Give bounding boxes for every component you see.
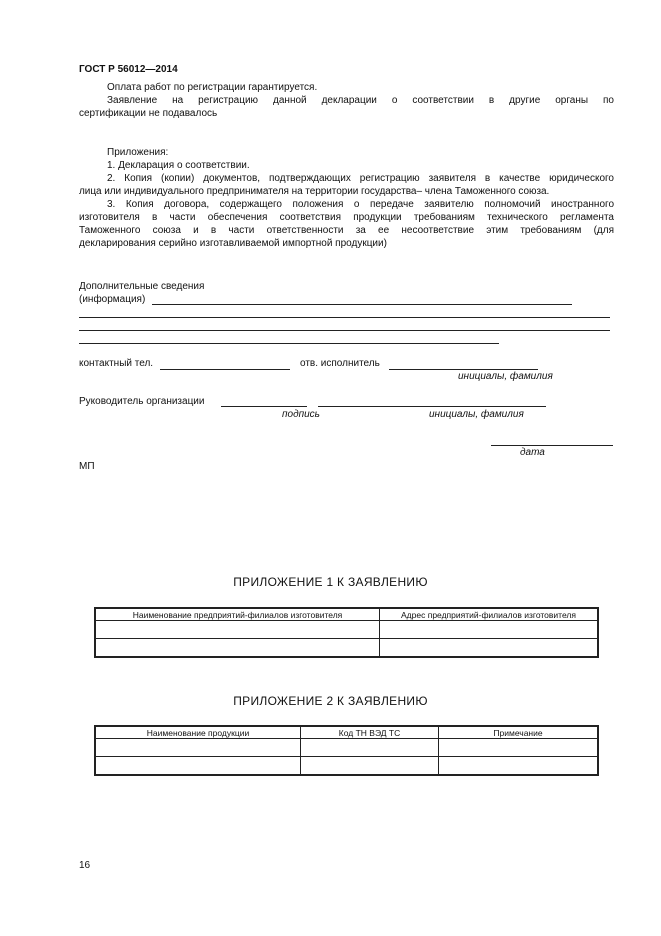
- appendix-1-table: [94, 607, 599, 658]
- appendix-2-col-code: Код ТН ВЭД ТС: [301, 726, 439, 739]
- attachment-item-2-line1: 2. Копия (копии) документов, подтверждающих регистрацию заявителя в качестве юридического: [107, 173, 614, 184]
- attachment-item-3-line1: 3. Копия договора, содержащего положения о передаче заявителю полномочий иностранного: [107, 199, 614, 210]
- attachment-item-3-line4: декларирования серийно изготавливаемой импортной продукции): [79, 238, 387, 249]
- table-cell[interactable]: [95, 757, 301, 776]
- contact-phone-field[interactable]: [160, 369, 290, 370]
- responsible-person-caption: инициалы, фамилия: [458, 371, 553, 382]
- attachment-item-1: 1. Декларация о соответствии.: [107, 160, 250, 171]
- registration-statement-line1: Заявление на регистрацию данной декларации о соответствии в другие органы по: [107, 95, 614, 106]
- date-caption: дата: [520, 447, 545, 458]
- head-of-org-label: Руководитель организации: [79, 396, 205, 407]
- appendix-1-title: ПРИЛОЖЕНИЕ 1 К ЗАЯВЛЕНИЮ: [233, 575, 428, 589]
- attachment-item-3-line3: Таможенного союза и в части ответственности за ее несоответствие этим требованиям (для: [79, 225, 614, 236]
- additional-info-field-1[interactable]: [152, 304, 572, 305]
- table-cell[interactable]: [439, 757, 599, 776]
- additional-info-field-2[interactable]: [79, 317, 610, 318]
- table-row: [95, 621, 598, 639]
- head-name-caption: инициалы, фамилия: [429, 409, 524, 420]
- registration-statement-line2: сертификации не подавалось: [79, 108, 218, 119]
- table-cell[interactable]: [95, 621, 380, 639]
- table-cell[interactable]: [95, 739, 301, 757]
- table-cell[interactable]: [95, 639, 380, 658]
- table-row: [95, 757, 598, 776]
- responsible-person-field[interactable]: [389, 369, 538, 370]
- additional-info-field-3[interactable]: [79, 330, 610, 331]
- table-cell[interactable]: [439, 739, 599, 757]
- date-field[interactable]: [491, 445, 613, 446]
- table-cell[interactable]: [380, 621, 599, 639]
- contact-phone-label: контактный тел.: [79, 358, 154, 369]
- table-row: [95, 639, 598, 658]
- additional-info-field-4[interactable]: [79, 343, 499, 344]
- signature-field[interactable]: [221, 406, 307, 407]
- additional-info-label-2: (информация): [79, 294, 146, 305]
- seal-label: МП: [79, 461, 95, 472]
- payment-guarantee-text: Оплата работ по регистрации гарантируется.: [107, 82, 318, 93]
- table-row: [95, 739, 598, 757]
- table-cell[interactable]: [301, 757, 439, 776]
- attachments-heading: Приложения:: [107, 147, 169, 158]
- appendix-2-col-note: Примечание: [439, 726, 599, 739]
- head-name-field[interactable]: [318, 406, 546, 407]
- additional-info-label: Дополнительные сведения: [79, 281, 205, 292]
- table-cell[interactable]: [380, 639, 599, 658]
- appendix-1-col-name: Наименование предприятий-филиалов изготовителя: [95, 608, 380, 621]
- document-header: ГОСТ Р 56012—2014: [79, 64, 178, 75]
- appendix-2-col-product: Наименование продукции: [95, 726, 301, 739]
- appendix-2-table: [94, 725, 599, 776]
- attachment-item-2-line2: лица или индивидуального предпринимателя на территории государства– члена Таможенного союза.: [79, 186, 550, 197]
- attachment-item-3-line2: изготовителя в части обеспечения соответствия продукции требованиям технического регламента: [79, 212, 614, 223]
- signature-caption: подпись: [282, 409, 320, 420]
- page-number: 16: [79, 860, 91, 871]
- appendix-2-title: ПРИЛОЖЕНИЕ 2 К ЗАЯВЛЕНИЮ: [233, 694, 428, 708]
- responsible-person-label: отв. исполнитель: [300, 358, 380, 369]
- table-cell[interactable]: [301, 739, 439, 757]
- appendix-1-col-address: Адрес предприятий-филиалов изготовителя: [380, 608, 599, 621]
